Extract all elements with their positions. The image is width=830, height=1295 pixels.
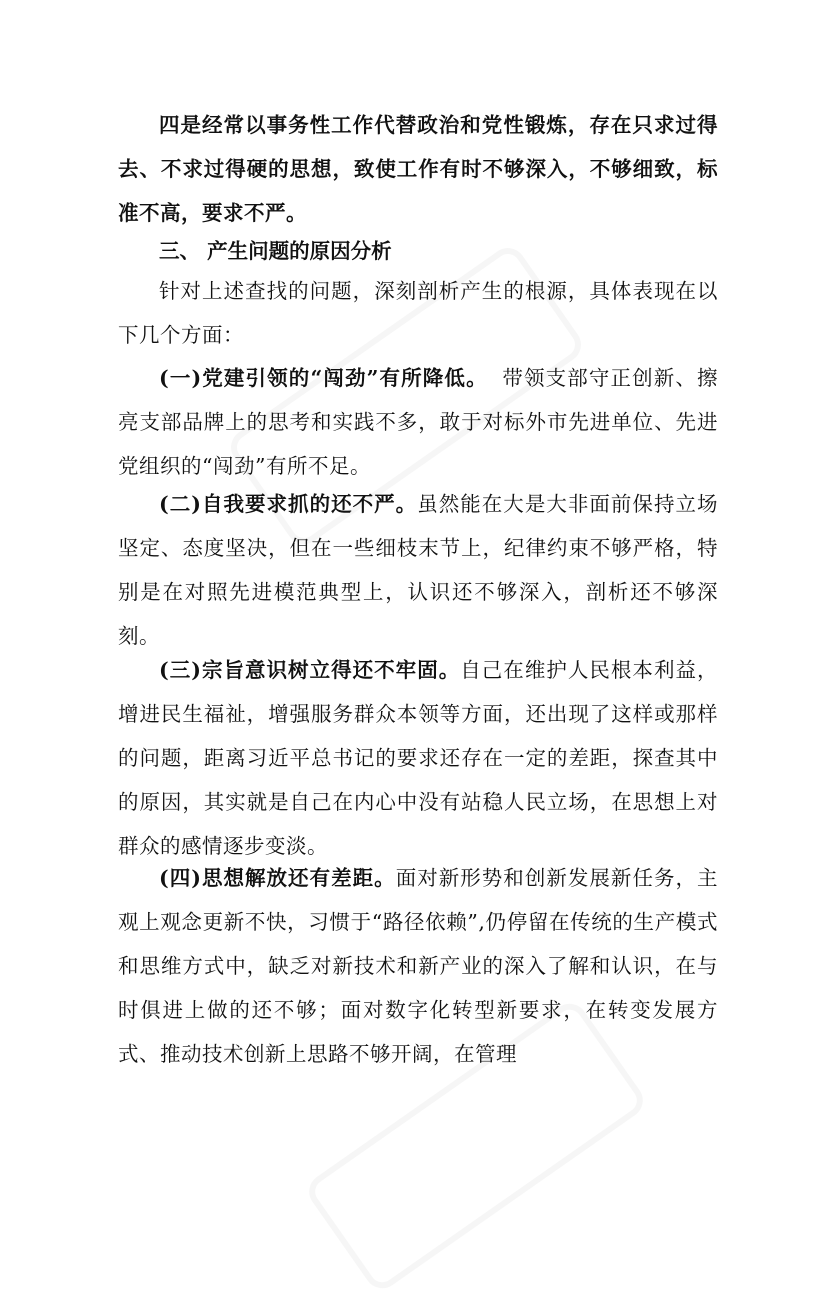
item-paragraph bbox=[118, 648, 718, 868]
item-lead: (四)思想解放还有差距。 bbox=[159, 866, 396, 890]
item-body: 自己在维护人民根本利益，增进民生福祉，增强服务群众本领等方面，还出现了这样或那样的问题，距离习近平总书记的要求还存在一定的差距，探查其中的原因，其实就是自己在内心中没有站稳人民立场，在思想上对群众的感情逐步变淡。 bbox=[118, 658, 719, 858]
section-heading: 三、 产生问题的原因分析 bbox=[159, 239, 392, 263]
item-body: 带领支部守正创新、擦亮支部品牌上的思考和实践不多，敢于对标外市先进单位、先进党组织的“闯劲”有所不足。 bbox=[118, 366, 719, 478]
item-paragraph bbox=[118, 482, 718, 658]
paragraph-four bbox=[118, 103, 718, 235]
item-body: 面对新形势和创新发展新任务，主观上观念更新不快，习惯于“路径依赖”,仍停留在传统的生产模式和思维方式中，缺乏对新技术和新产业的深入了解和认识，在与时俱进上做的还不够；面对数字化转型新要求，在转变发展方式、推动技术创新上思路不够开阔，在管理 bbox=[118, 866, 719, 1066]
intro-paragraph bbox=[118, 269, 718, 357]
item-body: 虽然能在大是大非面前保持立场坚定、态度坚决，但在一些细枝末节上，纪律约束不够严格，特别是在对照先进模范典型上，认识还不够深入，剖析还不够深刻。 bbox=[118, 492, 718, 648]
item-lead: (一)党建引领的“闯劲”有所降低。 bbox=[159, 366, 488, 390]
item-lead: (三)宗旨意识树立得还不牢固。 bbox=[159, 658, 461, 682]
item-paragraph bbox=[118, 356, 718, 488]
intro-text: 针对上述查找的问题，深刻剖析产生的根源，具体表现在以下几个方面： bbox=[118, 279, 718, 347]
item-paragraph bbox=[118, 856, 718, 1076]
paragraph-four-text: 四是经常以事务性工作代替政治和党性锻炼，存在只求过得去、不求过得硬的思想，致使工作有时不够深入，不够细致，标准不高，要求不严。 bbox=[118, 113, 718, 225]
item-lead: (二)自我要求抓的还不严。 bbox=[159, 492, 418, 516]
